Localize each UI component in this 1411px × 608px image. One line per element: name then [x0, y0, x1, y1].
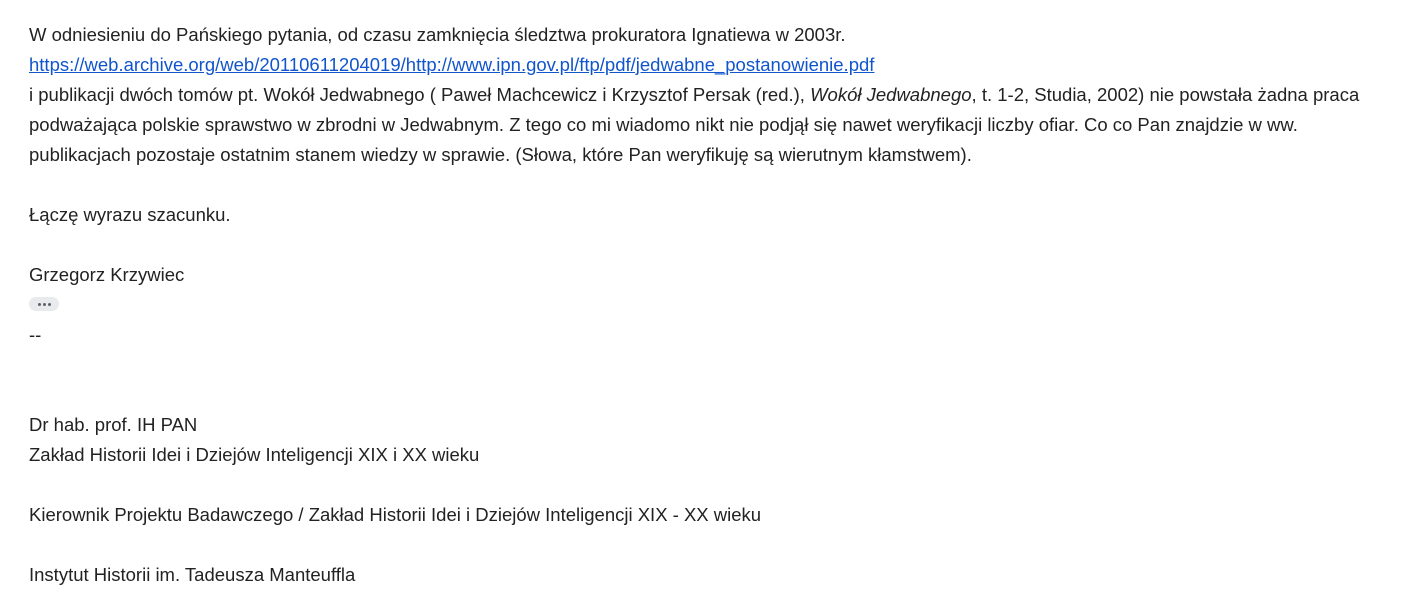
body-text-after-title: , t. 1-2, Studia, 2002) nie powstała żadna praca podważająca polskie sprawstwo w zbrodni w Jedwabnym. Z tego co mi wiadomo nikt nie podjął się nawet weryfikacji liczby ofiar. Co co Pan znajdzie w ww. publikacjach pozostaje ostatnim stanem wiedzy w sprawie. (Słowa, które Pan weryfikuję są wierutnym kłamstwem). — [29, 84, 1360, 165]
spacer — [29, 530, 1401, 560]
signature-role: Kierownik Projektu Badawczego / Zakład Historii Idei i Dziejów Inteligencji XIX - XX wieku — [29, 504, 762, 525]
body-text-before-title: i publikacji dwóch tomów pt. Wokół Jedwabnego ( Paweł Machcewicz i Krzysztof Persak (red.), — [29, 84, 811, 105]
spacer — [29, 350, 1401, 380]
spacer — [29, 380, 1401, 410]
spacer — [29, 170, 1401, 200]
show-trimmed-content-button[interactable] — [29, 297, 59, 311]
signature-institute: Instytut Historii im. Tadeusza Manteuffla — [29, 564, 356, 585]
signature-name: Grzegorz Krzywiec — [29, 264, 185, 285]
signature-department: Zakład Historii Idei i Dziejów Inteligencji XIX i XX wieku — [29, 444, 480, 465]
trimmed-content-toggle-row — [29, 290, 1401, 320]
signature-title: Dr hab. prof. IH PAN — [29, 414, 198, 435]
closing-line: Łączę wyrazu szacunku. — [29, 204, 231, 225]
ipn-archive-link[interactable]: https://web.archive.org/web/20110611204019/http://www.ipn.gov.pl/ftp/pdf/jedwabne_postanowienie.pdf — [29, 54, 875, 75]
spacer — [29, 230, 1401, 260]
spacer — [29, 470, 1401, 500]
body-line-intro: W odniesieniu do Pańskiego pytania, od czasu zamknięcia śledztwa prokuratora Ignatiewa w 2003r. — [29, 24, 846, 45]
body-paragraph — [29, 80, 1401, 170]
email-body — [29, 20, 1401, 590]
more-horizontal-icon — [38, 303, 51, 306]
book-title: Wokół Jedwabnego — [810, 84, 972, 105]
signature-separator: -- — [29, 324, 42, 345]
